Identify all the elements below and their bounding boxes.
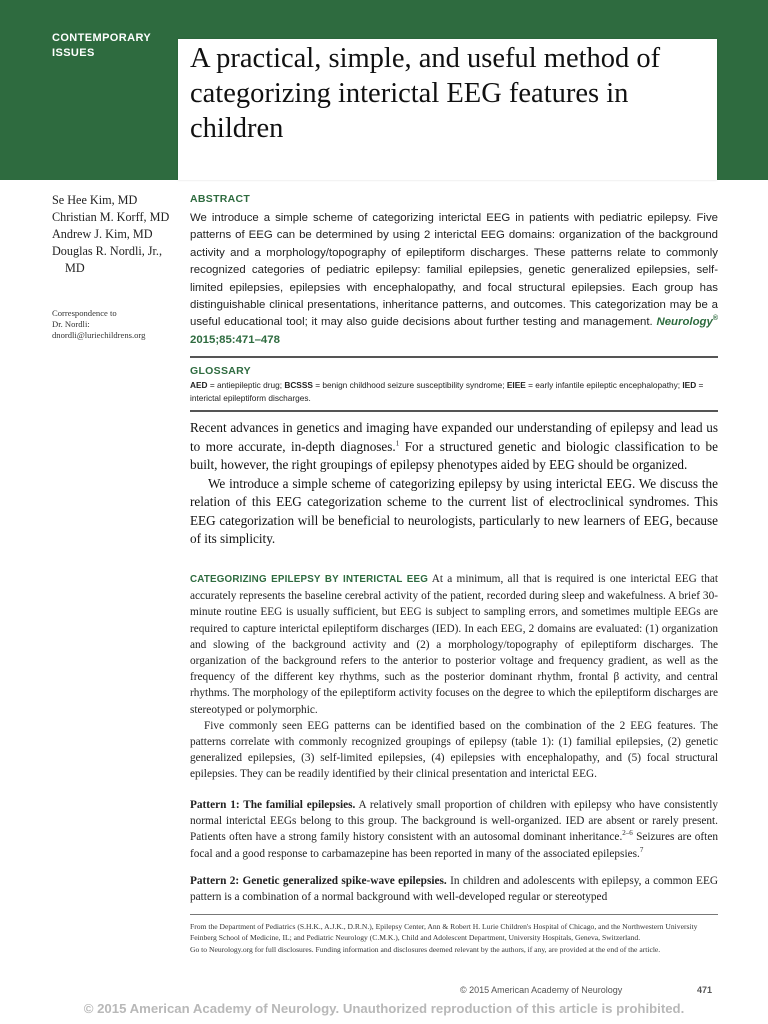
- intro-paragraph: We introduce a simple scheme of categorizing epilepsy by using interictal EEG. We discuss the relation of this EEG categorization scheme to the current list of electroclinical syndromes. This EEG categorization will be beneficial to neurologists, particularly to new learners of EEG, because of its simplicity.: [190, 475, 718, 546]
- glossary-def: = early infantile epileptic encephalopathy;: [525, 380, 683, 390]
- intro-p1-text: Recent advances in genetics and imaging have expanded our understanding of epilepsy and lead us to more accurate, in-depth diagnoses.: [190, 420, 718, 454]
- section-categorizing: [190, 571, 718, 783]
- pattern-2-heading: Pattern 2: Genetic generalized spike-wave epilepsies.: [190, 875, 447, 887]
- pattern-2-paragraph: [190, 873, 718, 907]
- abstract-body-text: We introduce a simple scheme of categorizing interictal EEG in patients with pediatric epilepsy. Five patterns of EEG can be determined by using 2 interictal EEG domains: organization of the background activity and a morphology/topography of epileptiform discharges. These patterns relate to commonly recognized categories of pediatric epilepsy: familial epilepsies, genetic generalized epilepsies, self-limited epilepsies, epilepsies with encephalopathy, and focal structural epilepsies. Each group has distinguishable clinical presentations, inheritance patterns, and outcomes. This categorization may be a useful educational tool; it may also guide decisions about further testing and management.: [190, 212, 718, 329]
- glossary-def: = interictal epileptiform discharges.: [190, 380, 704, 403]
- pattern-1-heading: Pattern 1: The familial epilepsies.: [190, 799, 356, 811]
- registered-mark: ®: [712, 315, 718, 323]
- correspondence-email[interactable]: dnordli@luriechildrens.org: [52, 330, 146, 340]
- correspondence-name: Dr. Nordli:: [52, 319, 90, 329]
- intro-p1-rest: For a structured genetic and biologic classification to be built, however, the right groupings of epilepsy phenotypes aided by EEG should be organized.: [190, 438, 718, 472]
- reference-mark[interactable]: 1: [395, 439, 400, 448]
- footnote-affiliations: From the Department of Pediatrics (S.H.K., A.J.K., D.R.N.), Epilepsy Center, Ann & Robert H. Lurie Children's Hospital of Chicago, and the Northwestern University Feinberg School of Medicine, IL; and Pediatric Neurology (C.M.K.), Child and Adolescent Department, University Hospitals, Geneva, Switzerland.: [190, 922, 698, 943]
- author-list: [52, 192, 180, 277]
- glossary-def: = antiepileptic drug;: [207, 380, 285, 390]
- divider: [190, 356, 718, 358]
- citation-ref: 2015;85:471–478: [190, 333, 280, 346]
- abstract-text: [190, 210, 718, 349]
- article-title: A practical, simple, and useful method of categorizing interictal EEG features in children: [190, 43, 661, 144]
- author-name-continued: MD: [65, 261, 85, 275]
- reference-mark[interactable]: 7: [639, 845, 644, 854]
- introduction: [190, 419, 718, 549]
- section-p1-text: At a minimum, all that is required is one interictal EEG that accurately represents the baseline cerebral activity of the patient, recorded during sleep and wakefulness. A brief 30-minute routine EEG is usually sufficient, but EEG is subject to sampling errors, and sometimes multiple EEGs are required to capture interictal epileptiform discharges (IED). In each EEG, 2 domains are evaluated: (1) organization and slowing of the background activity and (2) a morphology/topography of epileptiform discharges. The organization of the background refers to the anterior to posterior voltage and frequency gradient, as well as the frequency of the different key rhythms, such as the posterior dominant rhythm, frontal β activity, and central rhythms. The morphology of the epileptiform activity focuses on the degree to which the epileptiform discharges are stereotyped or polymorphic.: [190, 573, 718, 716]
- author-name: Christian M. Korff, MD: [52, 210, 170, 224]
- section-paragraph: Five commonly seen EEG patterns can be identified based on the combination of the 2 EEG features. The patterns correlate with commonly recognized groupings of epilepsy (table 1): (1) familial epilepsies, (2) genetic generalized epilepsies, (3) self-limited epilepsies, (4) epilepsies with encephalopathy, and (5) focal structural epilepsies. They can be readily identified by their clinical presentation and interictal EEG.: [190, 719, 718, 781]
- author-name: Andrew J. Kim, MD: [52, 227, 153, 241]
- correspondence: [52, 308, 177, 341]
- author-name: Douglas R. Nordli, Jr.,: [52, 244, 163, 258]
- glossary-abbr: IED: [682, 380, 697, 390]
- glossary-text: [190, 379, 718, 404]
- pattern-1-text: A relatively small proportion of children with epilepsy who have consistently normal interictal EEGs belong to this group. The background is well-organized. IED are absent or rarely present. Patients often have a strong family history consistent with an autosomal dominant inheritance.: [190, 799, 718, 844]
- pattern-1-text-cont: Seizures are often focal and a good response to carbamazepine has been reported in many of the associated epilepsies.: [190, 831, 718, 860]
- footnote-divider: [190, 914, 718, 915]
- abstract-heading: ABSTRACT: [190, 193, 251, 205]
- reference-mark[interactable]: 2–6: [622, 829, 633, 838]
- pattern-2-text: In children and adolescents with epilepsy, a common EEG pattern is a combination of a normal background with well-developed regular or stereotyped: [190, 875, 718, 904]
- section-paragraph: [190, 571, 718, 718]
- author-name: Se Hee Kim, MD: [52, 193, 138, 207]
- citation-journal: Neurology: [656, 316, 713, 329]
- footnote: [190, 921, 718, 955]
- page-number: 471: [697, 985, 713, 995]
- glossary-abbr: BCSSS: [284, 380, 313, 390]
- correspondence-label: Correspondence to: [52, 308, 117, 318]
- title-box: [178, 39, 717, 180]
- glossary-def: = benign childhood seizure susceptibility syndrome;: [312, 380, 507, 390]
- footnote-disclosures: Go to Neurology.org for full disclosures. Funding information and disclosures deemed relevant by the authors, if any, are provided at the end of the article.: [190, 944, 661, 954]
- section-heading: CATEGORIZING EPILEPSY BY INTERICTAL EEG: [190, 574, 429, 585]
- footer-copyright: © 2015 American Academy of Neurology: [460, 985, 623, 995]
- pattern-1-paragraph: [190, 797, 718, 862]
- glossary-abbr: AED: [190, 380, 208, 390]
- section-label: CONTEMPORARY ISSUES: [52, 32, 151, 59]
- divider: [190, 410, 718, 412]
- intro-paragraph: [190, 419, 718, 475]
- glossary-heading: GLOSSARY: [190, 365, 251, 377]
- glossary-abbr: EIEE: [506, 380, 526, 390]
- copyright-watermark: © 2015 American Academy of Neurology. Unauthorized reproduction of this article is prohibited.: [83, 1001, 685, 1016]
